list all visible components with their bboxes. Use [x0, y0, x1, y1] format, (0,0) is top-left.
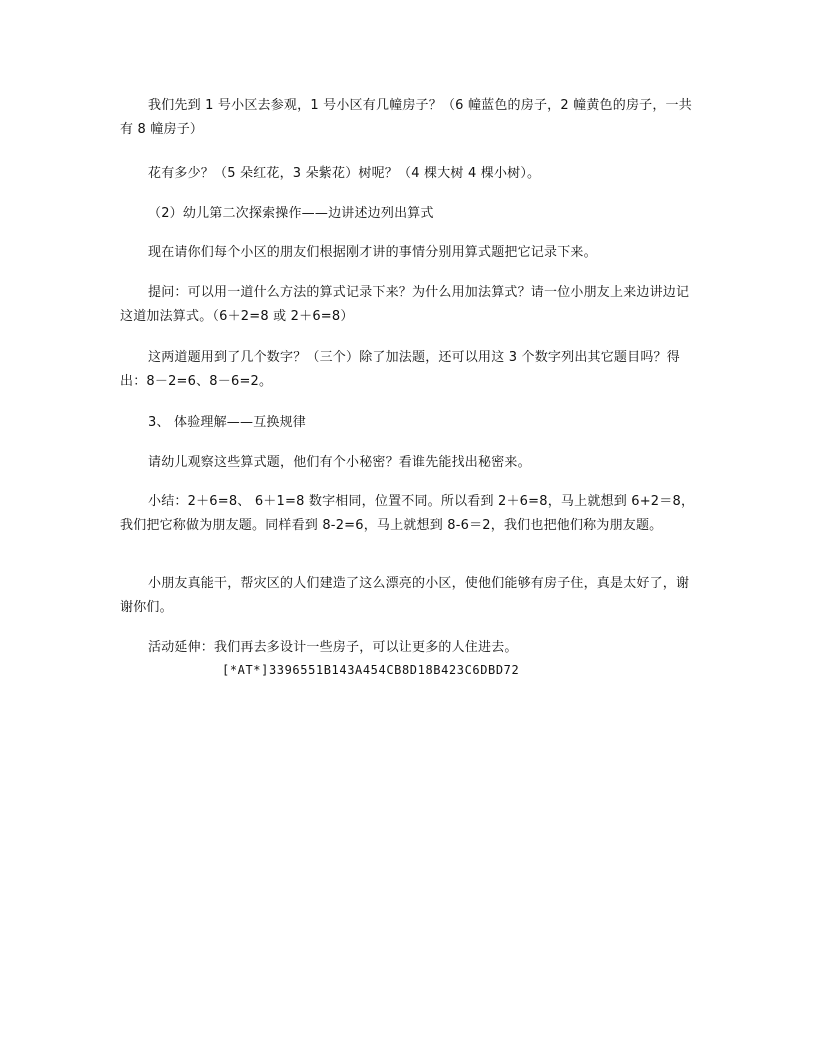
- section-heading-2: （2）幼儿第二次探索操作——边讲述边列出算式: [148, 206, 434, 221]
- section-heading-3: 3、 体验理解——互换规律: [148, 415, 307, 430]
- paragraph-5: 这两道题用到了几个数字？（三个）除了加法题，还可以用这 3 个数字列出其它题目吗？得出：8－2=6、8－6=2。: [120, 350, 680, 389]
- footer-code: [*AT*]3396551B143A454CB8D18B423C6DBD72: [222, 663, 520, 677]
- paragraph-3: 现在请你们每个小区的朋友们根据刚才讲的事情分别用算式题把它记录下来。: [148, 245, 597, 260]
- summary-paragraph: 小结：2＋6=8、 6＋1=8 数字相同，位置不同。所以看到 2＋6=8，马上就想到 6+2＝8，我们把它称做为朋友题。同样看到 8-2=6，马上就想到 8-6＝2，我们也把他们称为朋友题。: [120, 494, 695, 533]
- activity-extension: 活动延伸：我们再去多设计一些房子，可以让更多的人住进去。: [148, 640, 518, 655]
- paragraph-4: 提问：可以用一道什么方法的算式记录下来？为什么用加法算式？请一位小朋友上来边讲边记这道加法算式。（6＋2=8 或 2＋6=8）: [120, 285, 690, 324]
- paragraph-2: 花有多少？（5 朵红花，3 朵紫花）树呢？（4 棵大树 4 棵小树）。: [148, 166, 541, 181]
- paragraph-6: 请幼儿观察这些算式题，他们有个小秘密？看谁先能找出秘密来。: [148, 455, 531, 470]
- paragraph-7: 小朋友真能干，帮灾区的人们建造了这么漂亮的小区，使他们能够有房子住，真是太好了，谢谢你们。: [120, 576, 690, 615]
- paragraph-1: 我们先到 1 号小区去参观，1 号小区有几幢房子？（6 幢蓝色的房子，2 幢黄色的房子，一共有 8 幢房子）: [120, 98, 692, 137]
